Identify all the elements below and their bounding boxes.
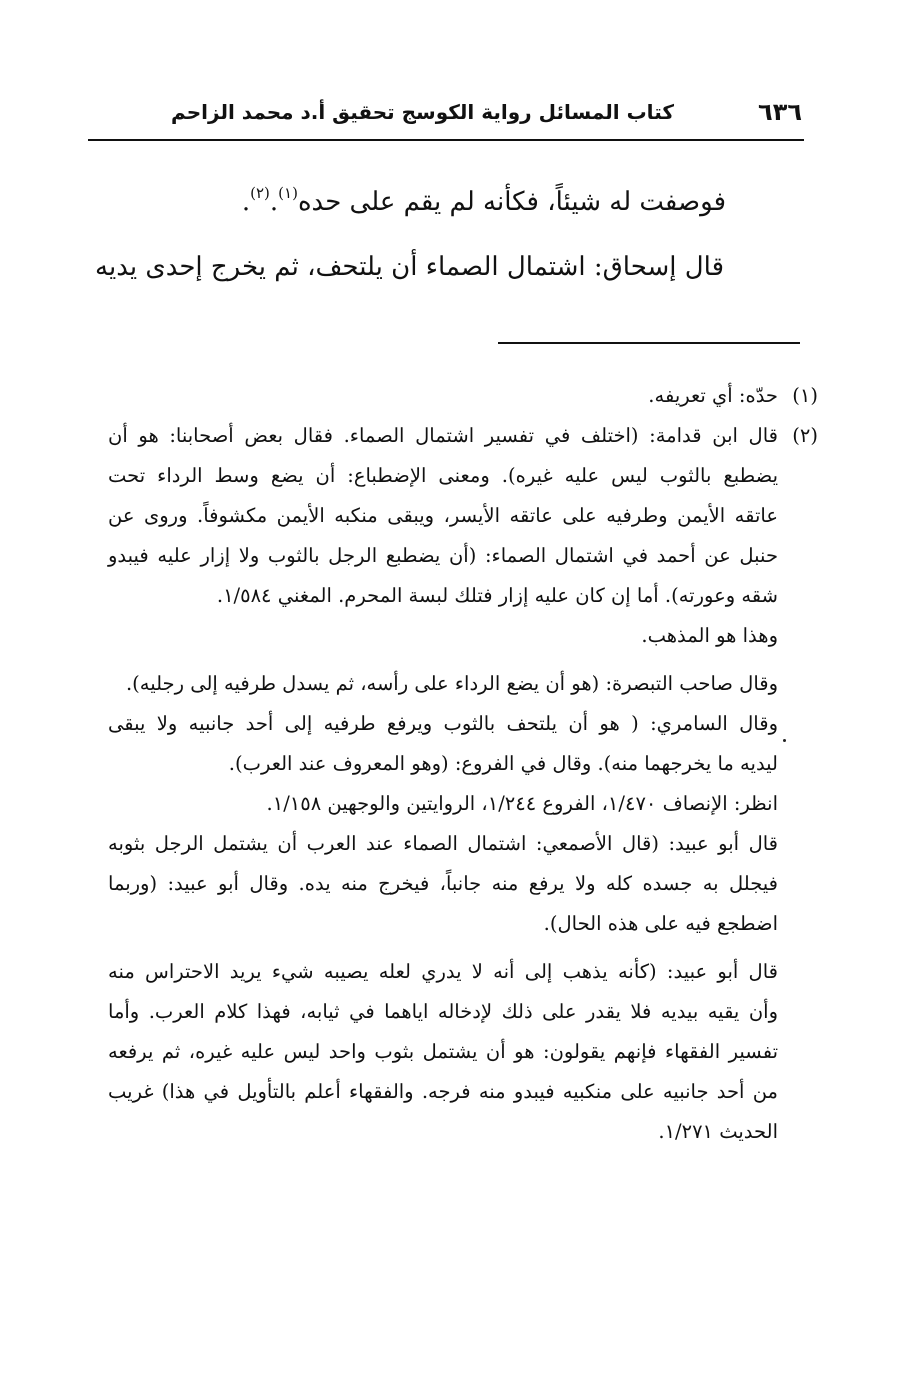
footnote-1-marker: (١) [792, 384, 818, 407]
footnote-1-text: حدّه: أي تعريفه. [648, 384, 778, 407]
page-header [90, 98, 802, 134]
body-line-1-period: . [269, 187, 279, 217]
body-line-2: قال إسحاق: اشتمال الصماء أن يلتحف، ثم يخرج إحدى يديه [95, 252, 724, 282]
footnote-2-line: تفسير الفقهاء فإنهم يقولون: هو أن يشتمل بثوب واحد ليس عليه غيره، ثم يرفعه [108, 1040, 778, 1063]
footnote-2-line: حنبل عن أحمد في اشتمال الصماء: (أن يضطبع الرجل بالثوب ولا إزار عليه فيبدو [108, 544, 778, 567]
footnote-2-line: ليديه ما يخرجهما منه). وقال في الفروع: (وهو المعروف عند العرب). [228, 752, 778, 775]
running-title: كتاب المسائل رواية الكوسج تحقيق أ.د محمد الزاحم [171, 100, 674, 124]
footnote-ref-2: (٢) [250, 184, 270, 202]
footnote-2-line: قال ابن قدامة: (اختلف في تفسير اشتمال الصماء. فقال بعض أصحابنا: هو أن [108, 424, 778, 447]
footnote-2-line: عاتقه الأيمن وطرفيه على عاتقه الأيسر، ويبقى منكبه الأيمن مكشوفاً. وروى عن [108, 504, 778, 527]
footnote-2-line: اضطجع فيه على هذه الحال). [543, 912, 778, 935]
footnote-2 [108, 416, 818, 1152]
paragraph-gap [108, 656, 778, 664]
body-line-1-end: . [241, 187, 251, 217]
footnotes [108, 376, 818, 1152]
body-line-1 [86, 184, 726, 217]
page-number: ٦٣٦ [758, 98, 802, 126]
footnote-2-line: وأن يقيه بيديه فلا يقدر على ذلك لإدخاله اياهما في ثيابه، فهذا كلام العرب. وأما [108, 1000, 778, 1023]
footnote-2-line: شقه وعورته). أما إن كان عليه إزار فتلك لبسة المحرم. المغني ١/٥٨٤. [216, 584, 778, 607]
footnote-ref-1: (١) [278, 184, 298, 202]
header-rule [88, 139, 804, 141]
footnote-2-line: وقال صاحب التبصرة: (هو أن يضع الرداء على رأسه، ثم يسدل طرفيه إلى رجليه). [125, 672, 778, 695]
footnote-2-line: فيجلل به جسده كله ولا يرفع منه جانباً، فيخرج منه يده. وقال أبو عبيد: (وربما [108, 872, 778, 895]
footnote-2-line: انظر: الإنصاف ١/٤٧٠، الفروع ١/٢٤٤، الروايتين والوجهين ١/١٥٨. [266, 792, 778, 815]
footnote-2-line: وقال السامري: ( هو أن يلتحف بالثوب ويرفع طرفيه إلى أحد جانبيه ولا يبقى [108, 712, 778, 735]
footnote-2-line: قال أبو عبيد: (كأنه يذهب إلى أنه لا يدري لعله يصيبه شيء يريد الاحتراس منه [108, 960, 778, 983]
footnote-separator [498, 342, 800, 344]
footnote-1 [108, 376, 818, 416]
print-speck [783, 739, 786, 742]
footnote-2-line: الحديث ١/٢٧١. [658, 1120, 778, 1143]
footnote-2-line: يضطبع بالثوب ليس عليه غيره). ومعنى الإضطباع: أن يضع وسط الرداء تحت [108, 464, 778, 487]
paragraph-gap [108, 944, 778, 952]
footnote-2-line: من أحد جانبيه على منكبيه فيبدو منه فرجه. والفقهاء أعلم بالتأويل في هذا) غريب [108, 1080, 778, 1103]
body-line-1-text: فوصفت له شيئاً، فكأنه لم يقم على حده [297, 187, 726, 217]
footnote-2-line: قال أبو عبيد: (قال الأصمعي: اشتمال الصماء عند العرب أن يشتمل الرجل بثوبه [108, 832, 778, 855]
footnote-2-line: وهذا هو المذهب. [641, 624, 778, 647]
footnote-2-marker: (٢) [792, 424, 818, 447]
